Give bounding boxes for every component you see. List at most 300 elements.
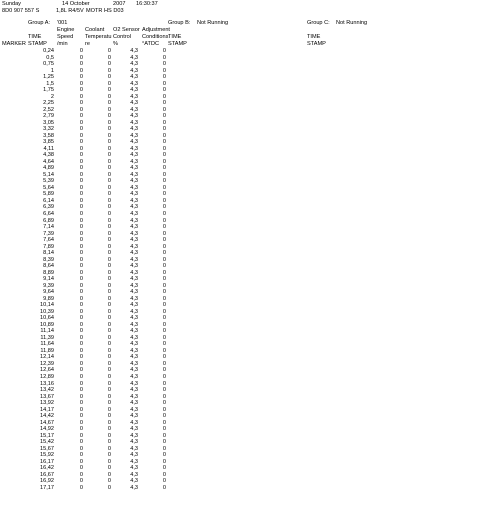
time-stamp-cell: 6,89 (43, 217, 54, 224)
o2-control-cell: 4,3 (130, 439, 138, 446)
time-stamp-cell: 5,39 (43, 178, 54, 185)
time-stamp-cell: 9,89 (43, 295, 54, 302)
coolant-temp-cell: 0 (107, 445, 111, 452)
adjustment-cell: 0 (162, 165, 166, 172)
time-stamp-cell: 15,42 (40, 439, 54, 446)
engine-speed-cell: 0 (79, 393, 83, 400)
table-row (0, 394, 500, 401)
adjustment-cell: 0 (162, 426, 166, 433)
group-b-value: Not Running (197, 20, 229, 26)
time-stamp-cell: 15,17 (40, 432, 54, 439)
coolant-temp-cell: 0 (107, 387, 111, 394)
coolant-temp-cell: 0 (107, 54, 111, 61)
adjustment-cell: 0 (162, 478, 166, 485)
date-label: 14 October (62, 1, 90, 7)
engine-speed-cell: 0 (79, 295, 83, 302)
coolant-temp-cell: 0 (107, 48, 111, 54)
o2-control-cell: 4,3 (130, 263, 138, 270)
o2-control-cell: 4,3 (130, 113, 138, 120)
o2-control-cell: 4,3 (130, 171, 138, 178)
adjustment-cell: 0 (162, 204, 166, 211)
o2-control-cell: 4,3 (130, 48, 138, 54)
col-time-header-top: TIME (28, 34, 42, 40)
o2-control-cell: 4,3 (130, 93, 138, 100)
coolant-temp-cell: 0 (107, 165, 111, 172)
time-stamp-cell: 4,64 (43, 158, 54, 165)
engine-speed-cell: 0 (79, 380, 83, 387)
engine-speed-cell: 0 (79, 145, 83, 152)
col-coolant-header-3: re (85, 41, 90, 47)
coolant-temp-cell: 0 (107, 308, 111, 315)
engine-speed-cell: 0 (79, 432, 83, 439)
adjustment-cell: 0 (162, 315, 166, 322)
adjustment-cell: 0 (162, 321, 166, 328)
coolant-temp-cell: 0 (107, 178, 111, 185)
o2-control-cell: 4,3 (130, 458, 138, 465)
time-label: 16:30:37 (136, 1, 158, 7)
o2-control-cell: 4,3 (130, 426, 138, 433)
time-stamp-cell: 10,14 (40, 302, 54, 309)
table-row (0, 367, 500, 374)
time-stamp-cell: 7,39 (43, 230, 54, 237)
o2-control-cell: 4,3 (130, 302, 138, 309)
adjustment-cell: 0 (162, 152, 166, 159)
engine-speed-cell: 0 (79, 452, 83, 459)
adjustment-cell: 0 (162, 367, 166, 374)
adjustment-cell: 0 (162, 243, 166, 250)
o2-control-cell: 4,3 (130, 230, 138, 237)
coolant-temp-cell: 0 (107, 93, 111, 100)
col-coolant-header-1: Coolant (85, 27, 105, 33)
o2-control-cell: 4,3 (130, 80, 138, 87)
coolant-temp-cell: 0 (107, 61, 111, 68)
engine-speed-cell: 0 (79, 197, 83, 204)
o2-control-cell: 4,3 (130, 243, 138, 250)
adjustment-cell: 0 (162, 250, 166, 257)
adjustment-cell: 0 (162, 67, 166, 74)
o2-control-cell: 4,3 (130, 465, 138, 472)
time-stamp-cell: 9,39 (43, 282, 54, 289)
coolant-temp-cell: 0 (107, 191, 111, 198)
o2-control-cell: 4,3 (130, 61, 138, 68)
adjustment-cell: 0 (162, 237, 166, 244)
adjustment-cell: 0 (162, 360, 166, 367)
o2-control-cell: 4,3 (130, 452, 138, 459)
engine-speed-cell: 0 (79, 158, 83, 165)
engine-label: 1,8L R4/5V (56, 8, 84, 14)
coolant-temp-cell: 0 (107, 224, 111, 231)
engine-speed-cell: 0 (79, 100, 83, 107)
engine-speed-cell: 0 (79, 61, 83, 68)
engine-speed-cell: 0 (79, 106, 83, 113)
table-row (0, 348, 500, 355)
table-row (0, 276, 500, 283)
coolant-temp-cell: 0 (107, 321, 111, 328)
o2-control-cell: 4,3 (130, 211, 138, 217)
coolant-temp-cell: 0 (107, 276, 111, 283)
coolant-temp-cell: 0 (107, 295, 111, 302)
coolant-temp-cell: 0 (107, 289, 111, 296)
o2-control-cell: 4,3 (130, 484, 138, 491)
adjustment-cell: 0 (162, 256, 166, 263)
o2-control-cell: 4,3 (130, 400, 138, 407)
adjustment-cell: 0 (162, 295, 166, 302)
coolant-temp-cell: 0 (107, 106, 111, 113)
adjustment-cell: 0 (162, 80, 166, 87)
time-stamp-cell: 11,39 (40, 334, 54, 341)
col-marker-header: MARKER (2, 41, 26, 47)
engine-speed-cell: 0 (79, 354, 83, 361)
table-row (0, 139, 500, 146)
coolant-temp-cell: 0 (107, 250, 111, 257)
group-b-time-header-top: TIME (168, 34, 182, 40)
table-row (0, 231, 500, 238)
coolant-temp-cell: 0 (107, 67, 111, 74)
adjustment-cell: 0 (162, 93, 166, 100)
engine-speed-cell: 0 (79, 67, 83, 74)
coolant-temp-cell: 0 (107, 237, 111, 244)
o2-control-cell: 4,3 (130, 367, 138, 374)
adjustment-cell: 0 (162, 289, 166, 296)
engine-speed-cell: 0 (79, 269, 83, 276)
col-adj-header-1: Adjustment (142, 27, 170, 33)
adjustment-cell: 0 (162, 87, 166, 94)
engine-speed-cell: 0 (79, 178, 83, 185)
adjustment-cell: 0 (162, 302, 166, 309)
time-stamp-cell: 12,89 (40, 374, 54, 380)
o2-control-cell: 4,3 (130, 165, 138, 172)
o2-control-cell: 4,3 (130, 406, 138, 413)
engine-speed-cell: 0 (79, 360, 83, 367)
adjustment-cell: 0 (162, 113, 166, 120)
adjustment-cell: 0 (162, 354, 166, 361)
time-stamp-cell: 11,64 (40, 341, 54, 348)
coolant-temp-cell: 0 (107, 432, 111, 439)
adjustment-cell: 0 (162, 184, 166, 191)
coolant-temp-cell: 0 (107, 184, 111, 191)
adjustment-cell: 0 (162, 452, 166, 459)
time-stamp-cell: 1,5 (46, 80, 54, 87)
adjustment-cell: 0 (162, 119, 166, 126)
time-stamp-cell: 3,58 (43, 132, 54, 139)
o2-control-cell: 4,3 (130, 308, 138, 315)
time-stamp-cell: 14,42 (40, 413, 54, 420)
table-row (0, 113, 500, 120)
engine-speed-cell: 0 (79, 471, 83, 478)
engine-speed-cell: 0 (79, 113, 83, 120)
o2-control-cell: 4,3 (130, 67, 138, 74)
time-stamp-cell: 1,75 (43, 87, 54, 94)
time-stamp-cell: 10,39 (40, 308, 54, 315)
adjustment-cell: 0 (162, 145, 166, 152)
time-stamp-cell: 9,14 (43, 276, 54, 283)
adjustment-cell: 0 (162, 374, 166, 380)
coolant-temp-cell: 0 (107, 393, 111, 400)
table-row (0, 465, 500, 472)
adjustment-cell: 0 (162, 432, 166, 439)
coolant-temp-cell: 0 (107, 132, 111, 139)
o2-control-cell: 4,3 (130, 158, 138, 165)
time-stamp-cell: 11,14 (40, 328, 54, 335)
adjustment-cell: 0 (162, 400, 166, 407)
engine-speed-cell: 0 (79, 191, 83, 198)
engine-speed-cell: 0 (79, 445, 83, 452)
time-stamp-cell: 4,89 (43, 165, 54, 172)
engine-speed-cell: 0 (79, 289, 83, 296)
year-label: 2007 (113, 1, 126, 7)
o2-control-cell: 4,3 (130, 334, 138, 341)
group-c-label: Group C: (307, 20, 330, 26)
table-row (0, 159, 500, 166)
time-stamp-cell: 0,24 (43, 48, 54, 54)
coolant-temp-cell: 0 (107, 426, 111, 433)
adjustment-cell: 0 (162, 269, 166, 276)
time-stamp-cell: 7,14 (43, 224, 54, 231)
adjustment-cell: 0 (162, 100, 166, 107)
time-stamp-cell: 13,16 (40, 380, 54, 387)
coolant-temp-cell: 0 (107, 74, 111, 81)
time-stamp-cell: 13,42 (40, 387, 54, 394)
coolant-temp-cell: 0 (107, 465, 111, 472)
adjustment-cell: 0 (162, 132, 166, 139)
coolant-temp-cell: 0 (107, 217, 111, 224)
coolant-temp-cell: 0 (107, 87, 111, 94)
engine-speed-cell: 0 (79, 341, 83, 348)
adjustment-cell: 0 (162, 197, 166, 204)
engine-speed-cell: 0 (79, 334, 83, 341)
time-stamp-cell: 12,39 (40, 360, 54, 367)
coolant-temp-cell: 0 (107, 145, 111, 152)
time-stamp-cell: 10,89 (40, 321, 54, 328)
o2-control-cell: 4,3 (130, 419, 138, 426)
coolant-temp-cell: 0 (107, 139, 111, 146)
o2-control-cell: 4,3 (130, 145, 138, 152)
coolant-temp-cell: 0 (107, 439, 111, 446)
o2-control-cell: 4,3 (130, 295, 138, 302)
engine-speed-cell: 0 (79, 54, 83, 61)
adjustment-cell: 0 (162, 439, 166, 446)
engine-speed-cell: 0 (79, 119, 83, 126)
o2-control-cell: 4,3 (130, 217, 138, 224)
engine-speed-cell: 0 (79, 315, 83, 322)
coolant-temp-cell: 0 (107, 413, 111, 420)
col-engine-header-3: /min (57, 41, 68, 47)
time-stamp-cell: 13,92 (40, 400, 54, 407)
coolant-temp-cell: 0 (107, 380, 111, 387)
adjustment-cell: 0 (162, 445, 166, 452)
o2-control-cell: 4,3 (130, 54, 138, 61)
o2-control-cell: 4,3 (130, 360, 138, 367)
coolant-temp-cell: 0 (107, 354, 111, 361)
ecu-label: MOTR HS D03 (86, 8, 124, 14)
time-stamp-cell: 3,05 (43, 119, 54, 126)
time-stamp-cell: 10,64 (40, 315, 54, 322)
coolant-temp-cell: 0 (107, 367, 111, 374)
time-stamp-cell: 4,11 (43, 145, 54, 152)
engine-speed-cell: 0 (79, 413, 83, 420)
table-row (0, 439, 500, 446)
o2-control-cell: 4,3 (130, 432, 138, 439)
time-stamp-cell: 16,92 (40, 478, 54, 485)
adjustment-cell: 0 (162, 393, 166, 400)
engine-speed-cell: 0 (79, 139, 83, 146)
table-row (0, 302, 500, 309)
adjustment-cell: 0 (162, 191, 166, 198)
adjustment-cell: 0 (162, 263, 166, 270)
col-engine-header-2: Speed (57, 34, 74, 40)
table-row (0, 68, 500, 75)
o2-control-cell: 4,3 (130, 321, 138, 328)
engine-speed-cell: 0 (79, 184, 83, 191)
time-stamp-cell: 15,67 (40, 445, 54, 452)
adjustment-cell: 0 (162, 282, 166, 289)
coolant-temp-cell: 0 (107, 400, 111, 407)
o2-control-cell: 4,3 (130, 204, 138, 211)
o2-control-cell: 4,3 (130, 197, 138, 204)
adjustment-cell: 0 (162, 387, 166, 394)
engine-speed-cell: 0 (79, 276, 83, 283)
day-label: Sunday (2, 1, 21, 7)
time-stamp-cell: 12,14 (40, 354, 54, 361)
o2-control-cell: 4,3 (130, 178, 138, 185)
engine-speed-cell: 0 (79, 347, 83, 354)
group-a-value: '001 (57, 20, 68, 26)
time-stamp-cell: 6,64 (43, 211, 54, 217)
engine-speed-cell: 0 (79, 419, 83, 426)
time-stamp-cell: 2 (50, 93, 54, 100)
adjustment-cell: 0 (162, 61, 166, 68)
coolant-temp-cell: 0 (107, 263, 111, 270)
coolant-temp-cell: 0 (107, 80, 111, 87)
adjustment-cell: 0 (162, 380, 166, 387)
time-stamp-cell: 14,17 (40, 406, 54, 413)
o2-control-cell: 4,3 (130, 276, 138, 283)
engine-speed-cell: 0 (79, 302, 83, 309)
o2-control-cell: 4,3 (130, 184, 138, 191)
adjustment-cell: 0 (162, 419, 166, 426)
engine-speed-cell: 0 (79, 282, 83, 289)
engine-speed-cell: 0 (79, 171, 83, 178)
adjustment-cell: 0 (162, 224, 166, 231)
time-stamp-cell: 7,64 (43, 237, 54, 244)
o2-control-cell: 4,3 (130, 445, 138, 452)
adjustment-cell: 0 (162, 230, 166, 237)
adjustment-cell: 0 (162, 139, 166, 146)
o2-control-cell: 4,3 (130, 87, 138, 94)
coolant-temp-cell: 0 (107, 158, 111, 165)
time-stamp-cell: 16,42 (40, 465, 54, 472)
coolant-temp-cell: 0 (107, 197, 111, 204)
time-stamp-cell: 2,52 (43, 106, 54, 113)
table-row (0, 185, 500, 192)
o2-control-cell: 4,3 (130, 100, 138, 107)
engine-speed-cell: 0 (79, 263, 83, 270)
adjustment-cell: 0 (162, 48, 166, 54)
adjustment-cell: 0 (162, 465, 166, 472)
engine-speed-cell: 0 (79, 478, 83, 485)
coolant-temp-cell: 0 (107, 341, 111, 348)
engine-speed-cell: 0 (79, 484, 83, 491)
engine-speed-cell: 0 (79, 87, 83, 94)
o2-control-cell: 4,3 (130, 328, 138, 335)
coolant-temp-cell: 0 (107, 484, 111, 491)
engine-speed-cell: 0 (79, 406, 83, 413)
coolant-temp-cell: 0 (107, 113, 111, 120)
col-engine-header-1: Engine (57, 27, 75, 33)
table-row (0, 420, 500, 427)
engine-speed-cell: 0 (79, 224, 83, 231)
time-stamp-cell: 3,32 (43, 126, 54, 133)
time-stamp-cell: 14,92 (40, 426, 54, 433)
coolant-temp-cell: 0 (107, 328, 111, 335)
time-stamp-cell: 5,64 (43, 184, 54, 191)
time-stamp-cell: 9,64 (43, 289, 54, 296)
time-stamp-cell: 1,25 (43, 74, 54, 81)
time-stamp-cell: 2,79 (43, 113, 54, 120)
time-stamp-cell: 17,17 (40, 484, 54, 491)
time-stamp-cell: 8,89 (43, 269, 54, 276)
engine-speed-cell: 0 (79, 256, 83, 263)
adjustment-cell: 0 (162, 458, 166, 465)
table-row (0, 94, 500, 101)
time-stamp-cell: 0,75 (43, 61, 54, 68)
coolant-temp-cell: 0 (107, 256, 111, 263)
engine-speed-cell: 0 (79, 426, 83, 433)
o2-control-cell: 4,3 (130, 471, 138, 478)
adjustment-cell: 0 (162, 334, 166, 341)
coolant-temp-cell: 0 (107, 347, 111, 354)
table-row (0, 485, 500, 492)
o2-control-cell: 4,3 (130, 224, 138, 231)
engine-speed-cell: 0 (79, 230, 83, 237)
engine-speed-cell: 0 (79, 308, 83, 315)
engine-speed-cell: 0 (79, 217, 83, 224)
coolant-temp-cell: 0 (107, 126, 111, 133)
coolant-temp-cell: 0 (107, 243, 111, 250)
o2-control-cell: 4,3 (130, 152, 138, 159)
adjustment-cell: 0 (162, 217, 166, 224)
o2-control-cell: 4,3 (130, 269, 138, 276)
o2-control-cell: 4,3 (130, 256, 138, 263)
time-stamp-cell: 5,14 (43, 171, 54, 178)
adjustment-cell: 0 (162, 308, 166, 315)
col-time-header-bottom: STAMP (28, 41, 47, 47)
coolant-temp-cell: 0 (107, 269, 111, 276)
adjustment-cell: 0 (162, 74, 166, 81)
time-stamp-cell: 8,14 (43, 250, 54, 257)
engine-speed-cell: 0 (79, 458, 83, 465)
coolant-temp-cell: 0 (107, 211, 111, 217)
engine-speed-cell: 0 (79, 374, 83, 380)
time-stamp-cell: 14,67 (40, 419, 54, 426)
adjustment-cell: 0 (162, 54, 166, 61)
adjustment-cell: 0 (162, 484, 166, 491)
part-number: 8D0 907 557 S (2, 8, 40, 14)
o2-control-cell: 4,3 (130, 126, 138, 133)
time-stamp-cell: 7,89 (43, 243, 54, 250)
time-stamp-cell: 15,92 (40, 452, 54, 459)
time-stamp-cell: 1 (50, 67, 54, 74)
adjustment-cell: 0 (162, 276, 166, 283)
table-row (0, 257, 500, 264)
coolant-temp-cell: 0 (107, 452, 111, 459)
coolant-temp-cell: 0 (107, 119, 111, 126)
o2-control-cell: 4,3 (130, 387, 138, 394)
group-a-label: Group A: (28, 20, 51, 26)
coolant-temp-cell: 0 (107, 419, 111, 426)
engine-speed-cell: 0 (79, 243, 83, 250)
coolant-temp-cell: 0 (107, 302, 111, 309)
